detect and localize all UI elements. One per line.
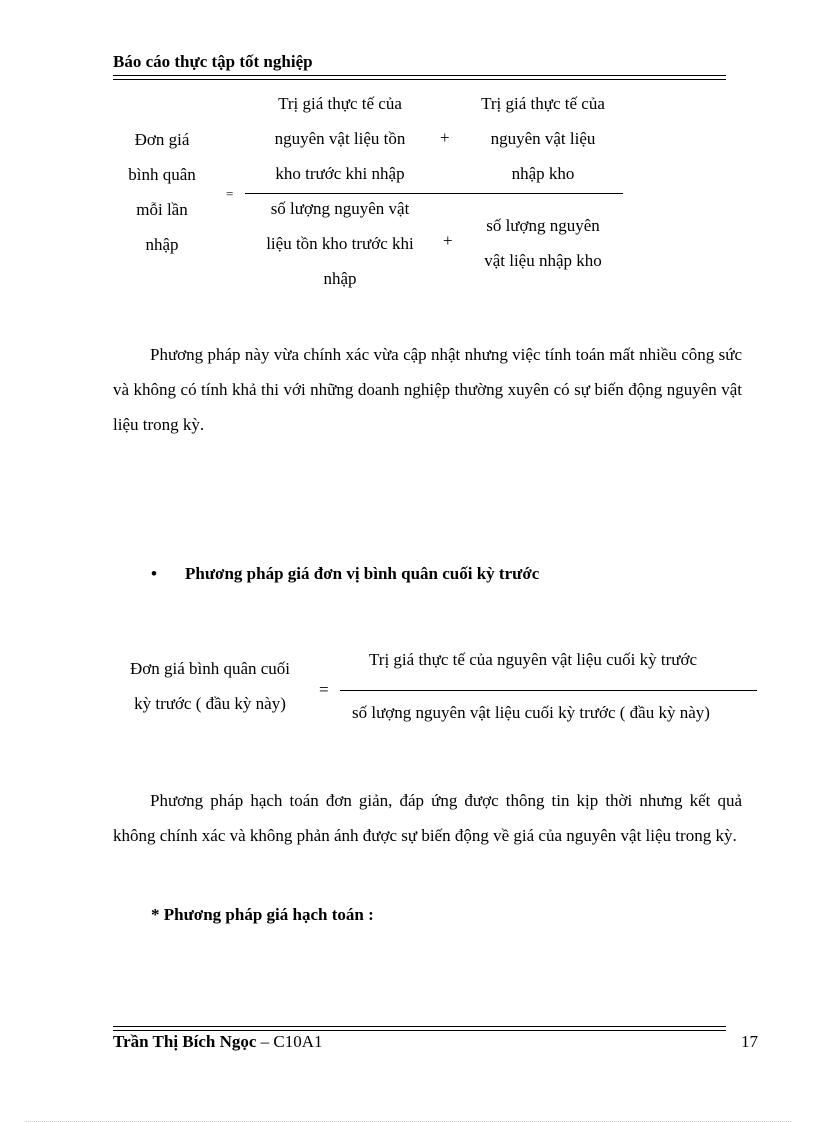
formula1-text-line: nhập kho xyxy=(511,164,575,183)
formula1-numerator-left xyxy=(240,86,440,191)
subheading-accounting-price-method: * Phương pháp giá hạch toán : xyxy=(151,905,374,924)
header-rule xyxy=(113,75,726,76)
footer-author-name: Trần Thị Bích Ngọc xyxy=(113,1032,257,1051)
formula1-lhs-line: nhập xyxy=(145,235,179,254)
footer-rule-2 xyxy=(113,1030,726,1031)
header-rule-2 xyxy=(113,79,726,80)
formula2-denominator: số lượng nguyên vật liệu cuối kỳ trước ( đầu kỳ này) xyxy=(352,703,710,722)
formula1-text-line: nguyên vật liệu tồn xyxy=(274,129,406,148)
formula1-denominator-left xyxy=(240,191,440,296)
formula2-lhs-line: Đơn giá bình quân cuối xyxy=(129,659,291,678)
paragraph-method-evaluation xyxy=(113,783,742,853)
formula2-numerator: Trị giá thực tế của nguyên vật liệu cuối kỳ trước xyxy=(369,650,697,669)
footer-author xyxy=(113,1032,323,1052)
paragraph-method-description xyxy=(113,337,742,442)
footer-class: C10A1 xyxy=(273,1032,323,1051)
formula1-text-line: Trị giá thực tế của xyxy=(481,94,605,113)
formula1-text-line: số lượng nguyên xyxy=(486,216,600,235)
formula1-numerator-right xyxy=(463,86,623,191)
formula1-text-line: liệu tồn kho trước khi xyxy=(266,234,414,253)
formula1-text-line: nhập xyxy=(323,269,357,288)
formula1-lhs-line: bình quân xyxy=(128,165,196,184)
formula1-text-line: Trị giá thực tế của xyxy=(278,94,402,113)
formula2-equals: = xyxy=(319,680,329,699)
formula1-numerator-plus: + xyxy=(440,128,450,147)
page-bottom-border xyxy=(25,1121,791,1122)
formula1-lhs-line: mỗi lần xyxy=(136,200,188,219)
formula2-fraction-bar xyxy=(340,690,757,691)
formula1-denominator-right xyxy=(463,208,623,278)
paragraph-text: Phương pháp này vừa chính xác vừa cập nhật nhưng việc tính toán mất nhiều công sức và không có tính khả thi với những doanh nghiệp thường xuyên có sự biến động nguyên vật liệu trong kỳ. xyxy=(113,345,742,434)
formula1-lhs-line: Đơn giá xyxy=(134,130,190,149)
formula1-text-line: vật liệu nhập kho xyxy=(484,251,602,270)
paragraph-text: Phương pháp hạch toán đơn giản, đáp ứng được thông tin kịp thời nhưng kết quả không chính xác và không phản ánh được sự biến động về giá của nguyên vật liệu trong kỳ. xyxy=(113,791,742,845)
page-header-title: Báo cáo thực tập tốt nghiệp xyxy=(113,52,313,71)
formula1-lhs xyxy=(110,122,214,262)
formula1-text-line: nguyên vật liệu xyxy=(490,129,596,148)
formula1-text-line: kho trước khi nhập xyxy=(275,164,405,183)
formula1-equals: = xyxy=(226,186,234,201)
formula1-denominator-plus: + xyxy=(443,231,453,250)
page-number: 17 xyxy=(741,1032,758,1051)
formula2-lhs xyxy=(112,651,308,721)
footer-separator: – xyxy=(256,1032,274,1051)
formula2-lhs-line: kỳ trước ( đầu kỳ này) xyxy=(134,694,286,713)
footer-rule xyxy=(113,1026,726,1027)
section-heading-average-end-period: Phương pháp giá đơn vị bình quân cuối kỳ trước xyxy=(185,564,540,583)
formula1-text-line: số lượng nguyên vật xyxy=(270,199,410,218)
bullet-icon: • xyxy=(151,564,157,583)
